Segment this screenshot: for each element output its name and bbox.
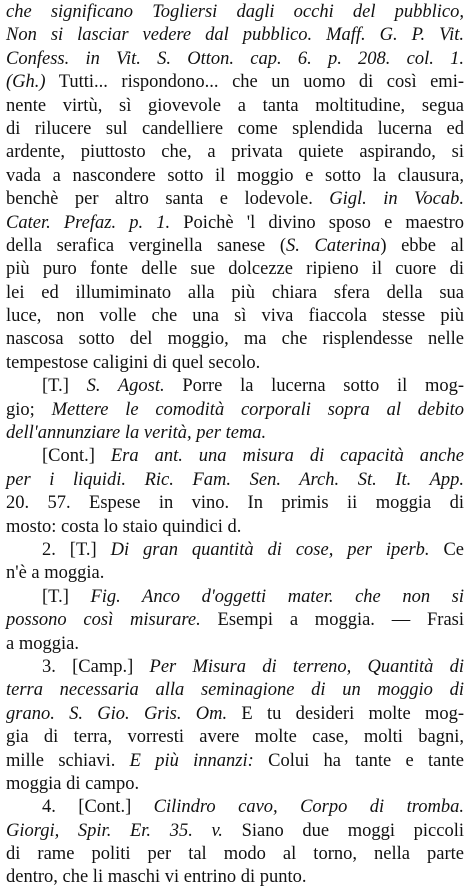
text-segment: E tu desideri molte mog- bbox=[227, 703, 464, 724]
text-segment: gio; bbox=[6, 399, 52, 420]
italic-segment: (Gh.) bbox=[6, 72, 46, 93]
text-line bbox=[6, 165, 464, 188]
text-segment: lei ed illumiminato alla più chiara sfera della sua bbox=[6, 282, 464, 303]
text-segment: 2. [T.] bbox=[42, 539, 111, 560]
text-segment: [Cont.] bbox=[42, 446, 111, 467]
text-line bbox=[6, 445, 464, 468]
text-line bbox=[6, 235, 464, 258]
text-line bbox=[6, 703, 464, 726]
text-segment: a moggia. bbox=[6, 633, 79, 654]
text-line bbox=[6, 843, 464, 866]
text-line bbox=[6, 866, 464, 889]
italic-segment: Era ant. una misura di capacità anche bbox=[110, 446, 464, 467]
text-segment: ) ebbe al bbox=[380, 235, 464, 256]
text-segment: n'è a moggia. bbox=[6, 563, 105, 584]
text-segment: mosto: costa lo staio quindici d. bbox=[6, 516, 242, 537]
entry-text bbox=[6, 1, 464, 890]
italic-segment: Mettere le comodità corporali sopra al debito bbox=[51, 399, 465, 420]
text-line bbox=[6, 48, 464, 71]
text-segment: della serafica verginella sanese ( bbox=[6, 235, 287, 256]
text-segment: Espese in vino. In primis ii moggia di bbox=[70, 493, 464, 514]
text-line bbox=[6, 633, 464, 656]
text-line bbox=[6, 492, 464, 515]
italic-segment: Cater. Prefaz. p. 1. bbox=[6, 212, 171, 233]
text-line bbox=[6, 422, 464, 445]
text-segment: Tutti... rispondono... che un uomo di così emi- bbox=[45, 72, 464, 93]
text-line bbox=[6, 539, 464, 562]
text-segment: di rilucere sul candelliere come splendida lucerna ed bbox=[6, 118, 464, 139]
italic-segment: Giorgi, Spir. Er. 35. v. bbox=[6, 820, 223, 841]
text-line bbox=[6, 118, 464, 141]
text-segment: luce, non volle che una sì viva fiaccola stesse più bbox=[6, 306, 464, 327]
italic-segment: che significano Togliersi dagli occhi del pubblico, bbox=[6, 2, 464, 22]
text-segment: Siano due moggi piccoli bbox=[222, 820, 464, 841]
text-line bbox=[6, 609, 464, 632]
italic-segment: Confess. in Vit. S. Otton. cap. 6. p. 208. col. 1. bbox=[6, 48, 464, 69]
text-line bbox=[6, 796, 464, 819]
text-line bbox=[6, 586, 464, 609]
text-segment: Colui ha tante e tante bbox=[253, 750, 464, 771]
text-segment: nente virtù, sì giovevole a tanta moltitudine, segua bbox=[6, 95, 464, 116]
text-segment: tempestose caligini di quel secolo. bbox=[6, 352, 261, 373]
text-line bbox=[6, 726, 464, 749]
italic-segment: Di gran quantità di cose, per iperb. bbox=[110, 539, 430, 560]
italic-segment: Fig. Anco d'oggetti mater. che non si bbox=[90, 586, 464, 607]
text-line bbox=[6, 820, 464, 843]
italic-segment: per i liquidi. Ric. Fam. Sen. Arch. St. It. App. bbox=[6, 469, 464, 490]
italic-segment: Gigl. in Vocab. bbox=[329, 189, 464, 210]
text-segment: nascosa sotto del moggio, ma che risplendesse nelle bbox=[6, 329, 464, 350]
text-segment: Ce bbox=[429, 539, 464, 560]
text-segment: gia di terra, vorresti avere molte case, molti bagni, bbox=[6, 727, 464, 748]
italic-segment: grano. S. Gio. Gris. Om. bbox=[6, 703, 228, 724]
text-line bbox=[6, 1, 464, 24]
italic-segment: possono così misurare. bbox=[6, 610, 201, 631]
italic-segment: S. Agost. bbox=[86, 376, 165, 397]
text-line bbox=[6, 71, 464, 94]
text-line bbox=[6, 141, 464, 164]
text-segment: Porre la lucerna sotto il mog- bbox=[164, 376, 465, 397]
text-line bbox=[6, 562, 464, 585]
italic-segment: Non si lasciar vedere dal pubblico. Maff. G. P. Vit. bbox=[6, 25, 464, 46]
text-segment: Poichè 'l divino sposo e maestro bbox=[170, 212, 464, 233]
text-line bbox=[6, 656, 464, 679]
text-line bbox=[6, 399, 464, 422]
italic-segment: terra necessaria alla seminagione di un moggio di bbox=[6, 680, 464, 701]
italic-segment: dell'annunziare la verità, per tema. bbox=[6, 423, 267, 444]
text-segment: 3. [Camp.] bbox=[42, 656, 150, 677]
text-line bbox=[6, 750, 464, 773]
text-segment: dentro, che li maschi vi entrino di punto. bbox=[6, 867, 307, 888]
text-line bbox=[6, 516, 464, 539]
text-line bbox=[6, 305, 464, 328]
text-segment: [T.] bbox=[42, 586, 91, 607]
text-segment: mille schiavi. bbox=[6, 750, 130, 771]
text-segment: 4. [Cont.] bbox=[42, 797, 154, 818]
text-segment: moggia di campo. bbox=[6, 773, 140, 794]
text-line bbox=[6, 679, 464, 702]
text-line bbox=[6, 95, 464, 118]
italic-segment: Cilindro cavo, Corpo di tromba. bbox=[153, 797, 464, 818]
text-segment: Esempi a moggia. — Frasi bbox=[200, 610, 464, 631]
text-line bbox=[6, 352, 464, 375]
text-line bbox=[6, 375, 464, 398]
text-segment: di rame politi per tal modo al torno, nella parte bbox=[6, 844, 464, 865]
text-line bbox=[6, 773, 464, 796]
text-segment: più puro fonte delle sue dolcezze ripieno il cuore di bbox=[6, 259, 464, 280]
text-segment: benchè per altro santa e lodevole. bbox=[6, 189, 330, 210]
text-line bbox=[6, 188, 464, 211]
text-line bbox=[6, 258, 464, 281]
italic-segment: S. Caterina bbox=[286, 235, 381, 256]
italic-segment: Per Misura di terreno, Quantità di bbox=[149, 656, 464, 677]
text-segment: ardente, piuttosto che, a privata quiete aspirando, si bbox=[6, 142, 464, 163]
italic-segment: E più innanzi: bbox=[129, 750, 254, 771]
text-line bbox=[6, 469, 464, 492]
text-segment: [T.] bbox=[42, 376, 87, 397]
text-line bbox=[6, 24, 464, 47]
text-line bbox=[6, 328, 464, 351]
text-segment: vada a nascondere sotto il moggio e sotto la clausura, bbox=[6, 165, 464, 186]
text-segment: 20. 57. bbox=[6, 493, 71, 514]
text-line bbox=[6, 282, 464, 305]
text-line bbox=[6, 212, 464, 235]
